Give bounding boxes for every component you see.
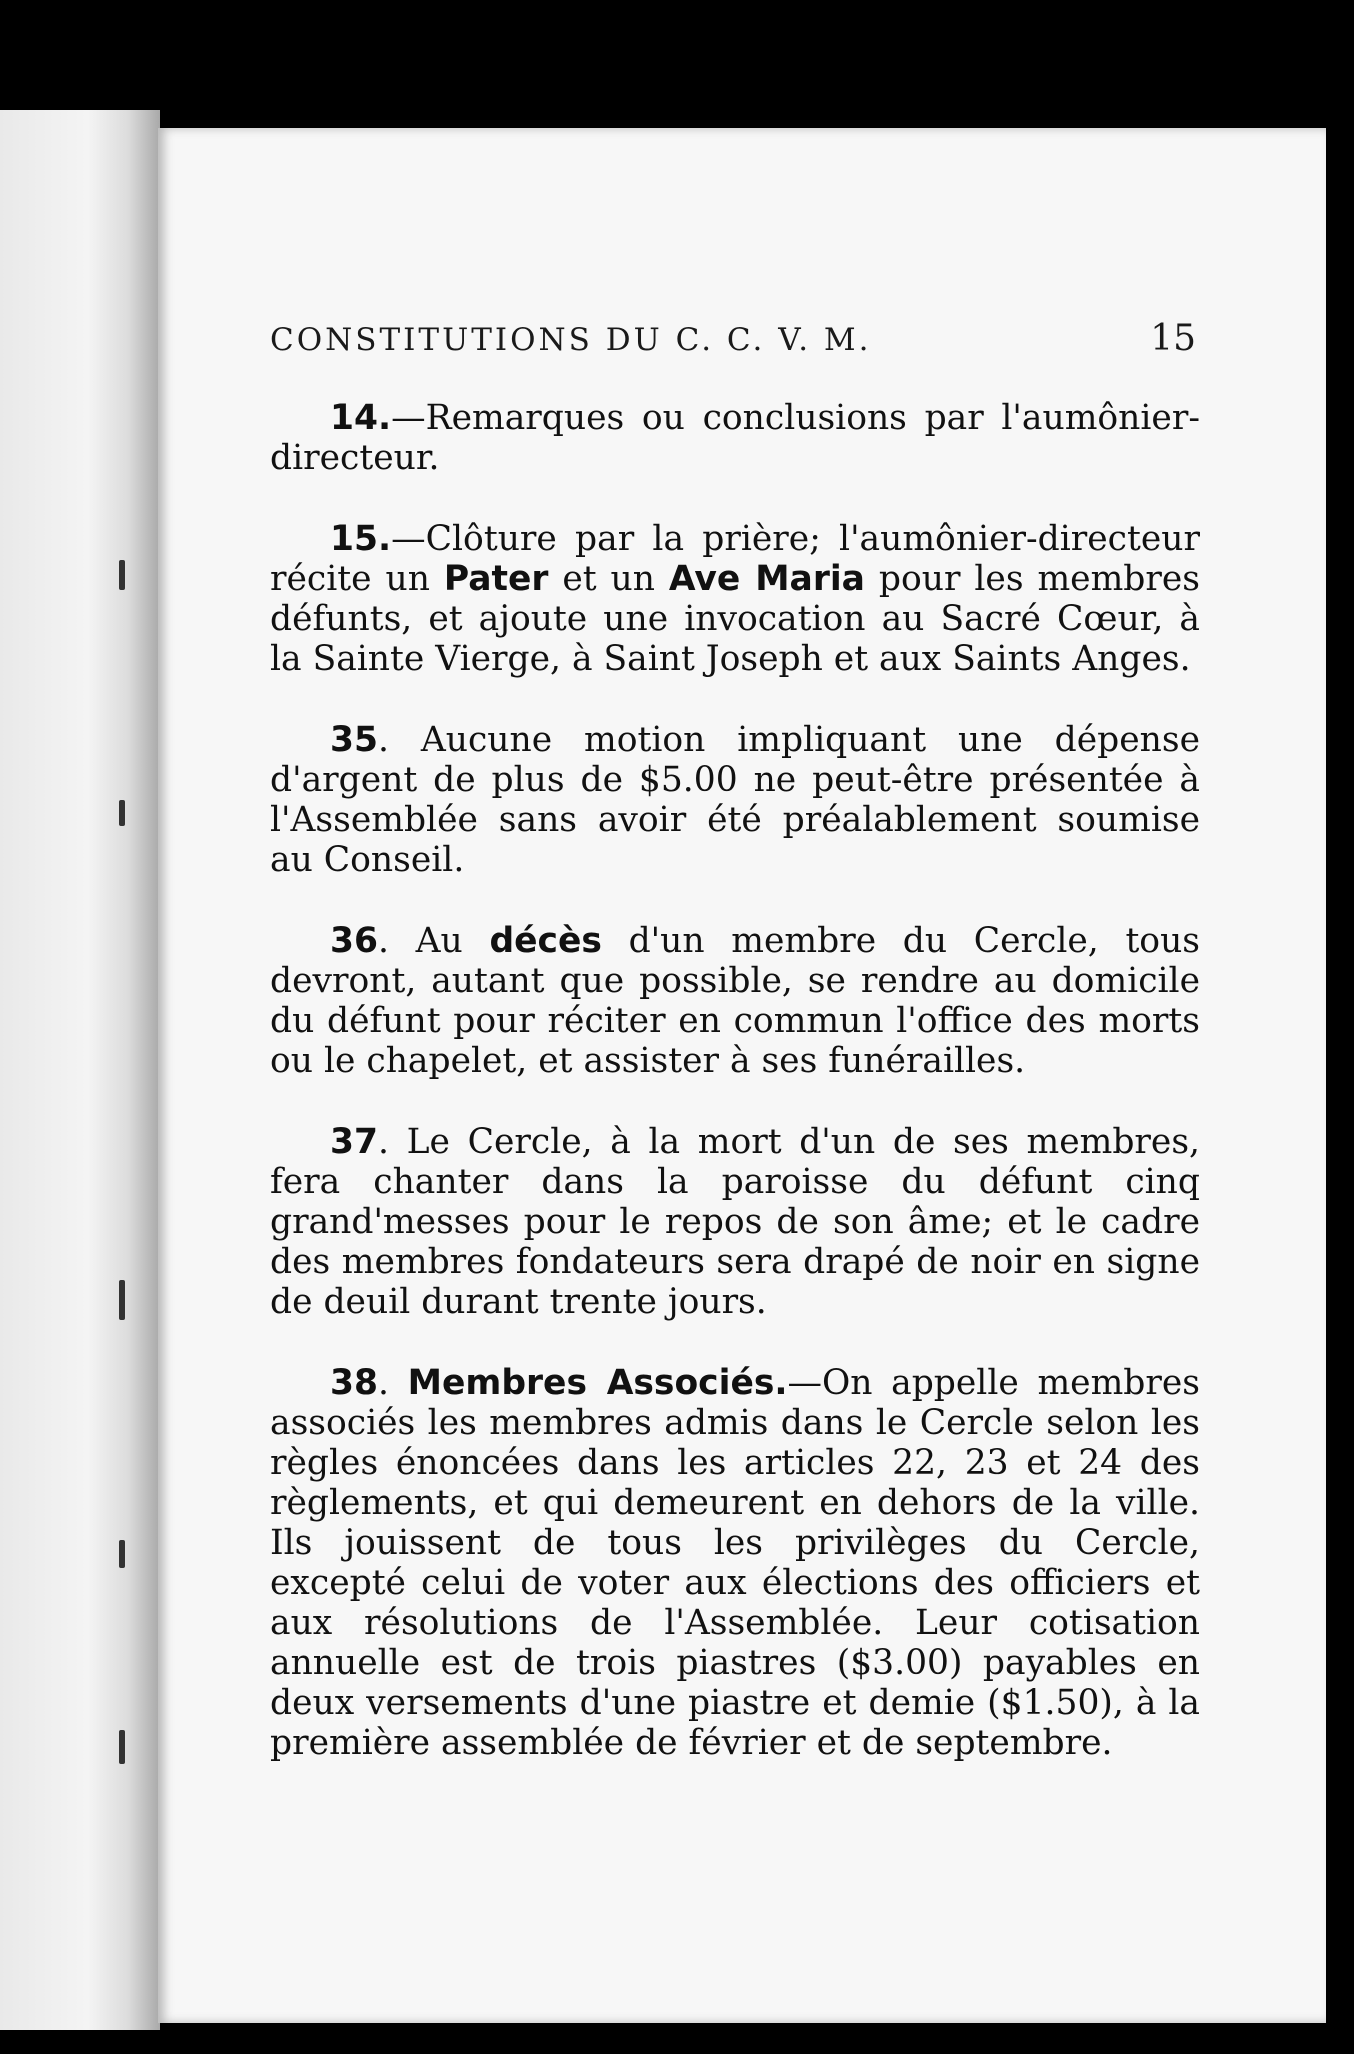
emphasis-pater: Pater <box>443 559 549 599</box>
paragraph-text: —Clôture par la prière; l'aumônier-directeur récite un <box>270 519 1200 599</box>
article-number: 38 <box>330 1363 379 1403</box>
paragraph-text: pour les membres défunts, et ajoute une invocation au Sacré Cœur, à la Sainte Vierge, à Saint Joseph et aux Saints Anges. <box>270 559 1200 679</box>
emphasis-ave-maria: Ave Maria <box>668 559 865 599</box>
article-38 <box>270 1363 1200 1763</box>
page-body <box>270 398 1200 1763</box>
paragraph-number: 14. <box>330 398 392 438</box>
paragraph-text: . Au <box>378 921 490 961</box>
paragraph-text: . Aucune motion impliquant une dépense d'argent de plus de $5.00 ne peut-être présentée à l'Assemblée sans avoir été préalablement soumise au Conseil. <box>270 720 1200 880</box>
article-number: 36 <box>330 921 379 961</box>
paragraph-text: d'un membre du Cercle, tous devront, autant que possible, se rendre au domicile du défunt pour réciter en commun l'office des morts ou le chapelet, et assister à ses funérailles. <box>270 921 1200 1081</box>
paragraph-text: . <box>378 1363 408 1403</box>
running-title: CONSTITUTIONS DU C. C. V. M. <box>270 322 872 358</box>
page-number: 15 <box>1150 318 1196 359</box>
paragraph-15 <box>270 519 1200 679</box>
binding-mark <box>119 1540 125 1568</box>
article-35 <box>270 720 1200 880</box>
binding-mark <box>119 800 125 826</box>
paragraph-number: 15. <box>330 519 392 559</box>
paragraph-14 <box>270 398 1200 478</box>
paragraph-text: et un <box>548 559 669 599</box>
paragraph-text: . Le Cercle, à la mort d'un de ses membres, fera chanter dans la paroisse du défunt cinq grand'messes pour le repos de son âme; et le cadre des membres fondateurs sera drapé de noir en signe de deuil durant trente jours. <box>270 1122 1200 1322</box>
article-36 <box>270 921 1200 1081</box>
article-number: 35 <box>330 720 379 760</box>
paragraph-text: —Remarques ou conclusions par l'aumônier-directeur. <box>270 398 1200 478</box>
scan-left-margin <box>0 110 160 2030</box>
emphasis-membres-associes: Membres Associés. <box>407 1363 788 1403</box>
article-number: 37 <box>330 1122 379 1162</box>
binding-marks <box>115 540 135 1940</box>
running-header <box>270 318 1220 359</box>
binding-mark <box>119 560 125 590</box>
paragraph-text: —On appelle membres associés les membres admis dans le Cercle selon les règles énoncées dans les articles 22, 23 et 24 des règlements, et qui demeurent en dehors de la ville. Ils jouissent de tous les privilèges du Cercle, excepté celui de voter aux élections des officiers et aux résolutions de l'Assemblée. Leur cotisation annuelle est de trois piastres ($3.00) payables en deux versements d'une piastre et demie ($1.50), à la première assemblée de février et de septembre. <box>270 1363 1201 1763</box>
binding-mark <box>119 1730 125 1764</box>
emphasis-deces: décès <box>489 921 602 961</box>
binding-mark <box>119 1280 125 1320</box>
article-37 <box>270 1122 1200 1322</box>
